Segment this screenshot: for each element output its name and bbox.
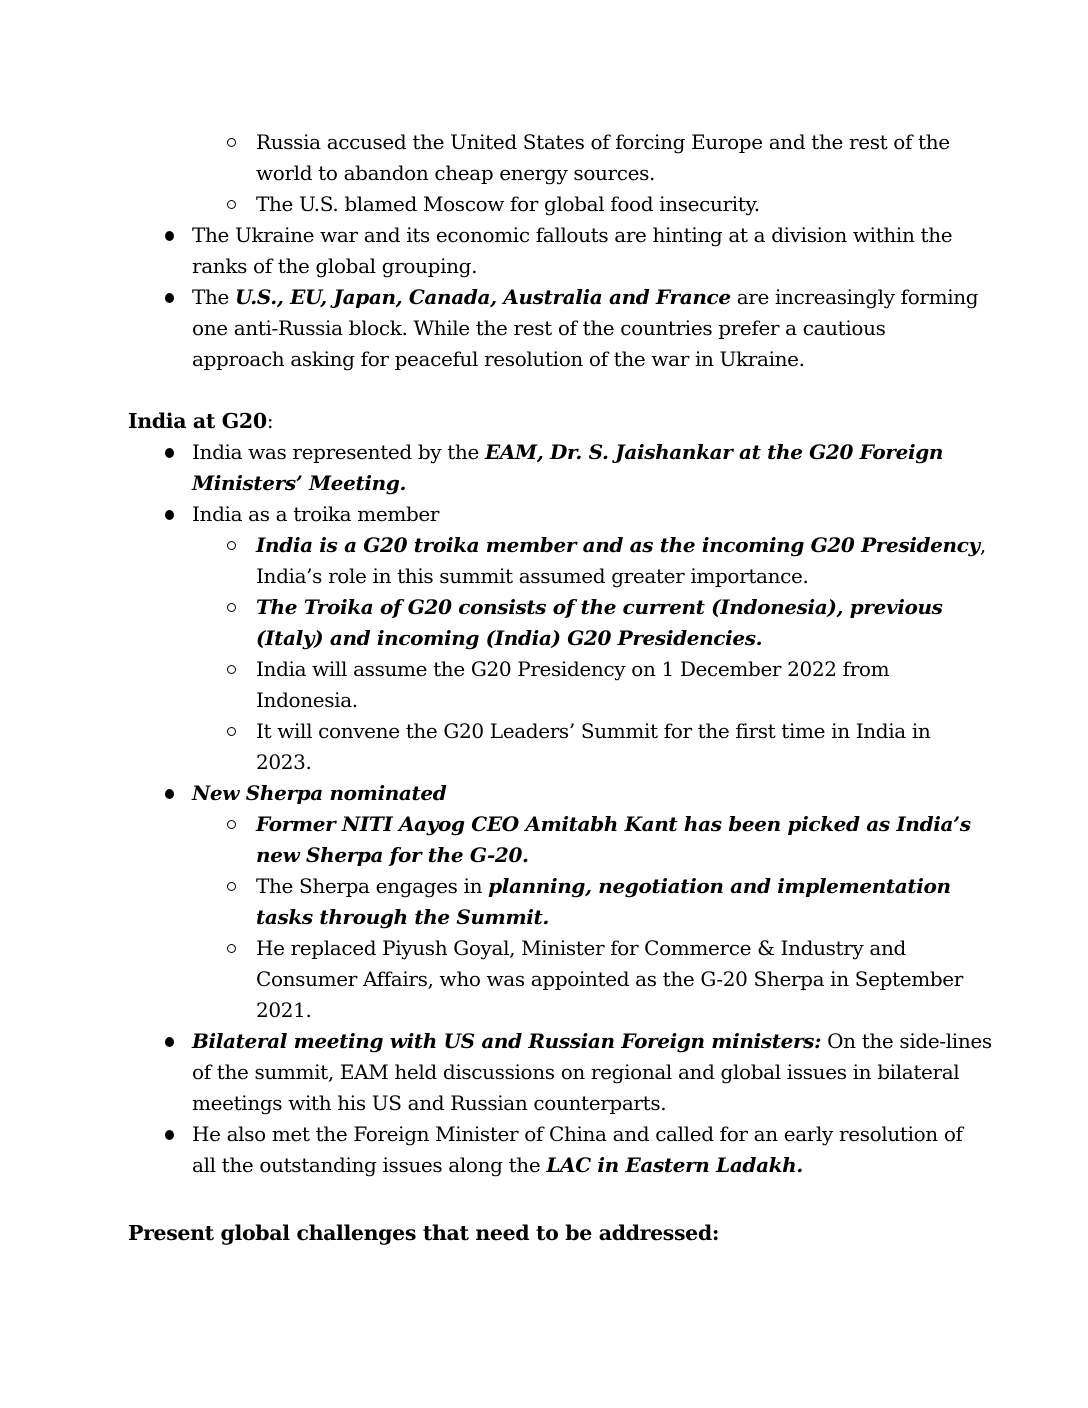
emphasis-text: planning, negotiation and implementation (488, 874, 951, 898)
bullet-disc-icon (165, 510, 174, 520)
body-text: He replaced Piyush Goyal, Minister for Commerce & Industry and (256, 936, 906, 960)
heading-colon: : (266, 409, 274, 433)
sub-list-item-line (256, 127, 950, 158)
list-item-line (192, 344, 805, 375)
body-text: India was represented by the (192, 440, 485, 464)
body-text: one anti-Russia block. While the rest of the countries prefer a cautious (192, 316, 886, 340)
sub-list-item-line (256, 623, 762, 654)
emphasis-text: EAM, Dr. S. Jaishankar at the G20 Foreign (484, 440, 944, 464)
sub-list-item-line (256, 995, 312, 1026)
sub-list-item-line (256, 747, 312, 778)
bullet-circle-icon (227, 603, 236, 612)
sub-list-item-line (256, 685, 358, 716)
emphasis-text: Ministers’ Meeting. (192, 471, 407, 495)
emphasis-text: (Italy) and incoming (India) G20 Presidencies. (256, 626, 763, 650)
sub-list-item-line (256, 189, 760, 220)
heading-global-challenges: Present global challenges that need to be addressed: (128, 1221, 720, 1245)
list-item-line (192, 437, 943, 468)
emphasis-text: new Sherpa for the G-20. (256, 843, 529, 867)
list-item-line (192, 251, 477, 282)
bullet-circle-icon (227, 882, 236, 891)
emphasis-text: Bilateral meeting with US and Russian Foreign ministers: (192, 1029, 822, 1053)
bullet-circle-icon (227, 665, 236, 674)
bullet-circle-icon (227, 200, 236, 209)
bullet-circle-icon (227, 944, 236, 953)
list-item-line (192, 468, 406, 499)
list-item-line (192, 1119, 963, 1150)
bullet-disc-icon (165, 231, 174, 241)
sub-list-item-line (256, 964, 963, 995)
sub-list-item-line (256, 592, 943, 623)
bullet-disc-icon (165, 448, 174, 458)
body-text: It will convene the G20 Leaders’ Summit for the first time in India in (256, 719, 931, 743)
body-text: Consumer Affairs, who was appointed as the G-20 Sherpa in September (256, 967, 963, 991)
sub-list-item-line (256, 840, 529, 871)
body-text: meetings with his US and Russian counterparts. (192, 1091, 667, 1115)
body-text: He also met the Foreign Minister of China and called for an early resolution of (192, 1122, 963, 1146)
emphasis-text: tasks through the Summit. (256, 905, 550, 929)
body-text: India as a troika member (192, 502, 440, 526)
body-text: Russia accused the United States of forcing Europe and the rest of the (256, 130, 950, 154)
body-text: The Ukraine war and its economic fallouts are hinting at a division within the (192, 223, 953, 247)
body-text: The U.S. blamed Moscow for global food insecurity. (256, 192, 760, 216)
bullet-circle-icon (227, 727, 236, 736)
bullet-circle-icon (227, 541, 236, 550)
list-item-line (192, 220, 952, 251)
body-text: Indonesia. (256, 688, 358, 712)
list-item-line (192, 1150, 803, 1181)
list-item-line (192, 313, 886, 344)
sub-list-item-line (256, 654, 889, 685)
emphasis-text: U.S., EU, Japan, Canada, Australia and France (235, 285, 731, 309)
heading-india-at-g20 (128, 406, 273, 437)
list-item-line (192, 1057, 959, 1088)
body-text: The (192, 285, 236, 309)
body-text: 2021. (256, 998, 312, 1022)
body-text: of the summit, EAM held discussions on regional and global issues in bilateral (192, 1060, 960, 1084)
emphasis-text: India is a G20 troika member and as the incoming G20 Presidency (256, 533, 980, 557)
body-text: world to abandon cheap energy sources. (256, 161, 656, 185)
sub-list-item-line (256, 933, 906, 964)
bullet-disc-icon (165, 789, 174, 799)
heading-text: India at G20 (128, 409, 267, 433)
sub-list-item-line (256, 158, 655, 189)
sub-list-item-line (256, 716, 930, 747)
body-text: India’s role in this summit assumed greater importance. (256, 564, 809, 588)
emphasis-text: New Sherpa nominated (192, 781, 447, 805)
body-text: India will assume the G20 Presidency on 1 December 2022 from (256, 657, 890, 681)
sub-list-item-line (256, 902, 549, 933)
list-item-line (192, 282, 978, 313)
body-text: 2023. (256, 750, 312, 774)
bullet-circle-icon (227, 820, 236, 829)
list-item-line (192, 1026, 992, 1057)
bullet-circle-icon (227, 138, 236, 147)
body-text: On the side-lines (821, 1029, 992, 1053)
bullet-disc-icon (165, 1130, 174, 1140)
emphasis-text: LAC in Eastern Ladakh. (546, 1153, 803, 1177)
sub-list-item-line (256, 809, 971, 840)
list-item-line (192, 778, 446, 809)
body-text: ranks of the global grouping. (192, 254, 478, 278)
list-item-line (192, 499, 439, 530)
list-item-line (192, 1088, 666, 1119)
body-text: , (979, 533, 986, 557)
bullet-disc-icon (165, 293, 174, 303)
emphasis-text: The Troika of G20 consists of the current (Indonesia), previous (256, 595, 943, 619)
body-text: are increasingly forming (730, 285, 979, 309)
bullet-disc-icon (165, 1037, 174, 1047)
sub-list-item-line (256, 871, 951, 902)
emphasis-text: Former NITI Aayog CEO Amitabh Kant has been picked as India’s (256, 812, 971, 836)
body-text: all the outstanding issues along the (192, 1153, 547, 1177)
sub-list-item-line (256, 561, 808, 592)
body-text: The Sherpa engages in (256, 874, 489, 898)
body-text: approach asking for peaceful resolution of the war in Ukraine. (192, 347, 805, 371)
sub-list-item-line (256, 530, 986, 561)
